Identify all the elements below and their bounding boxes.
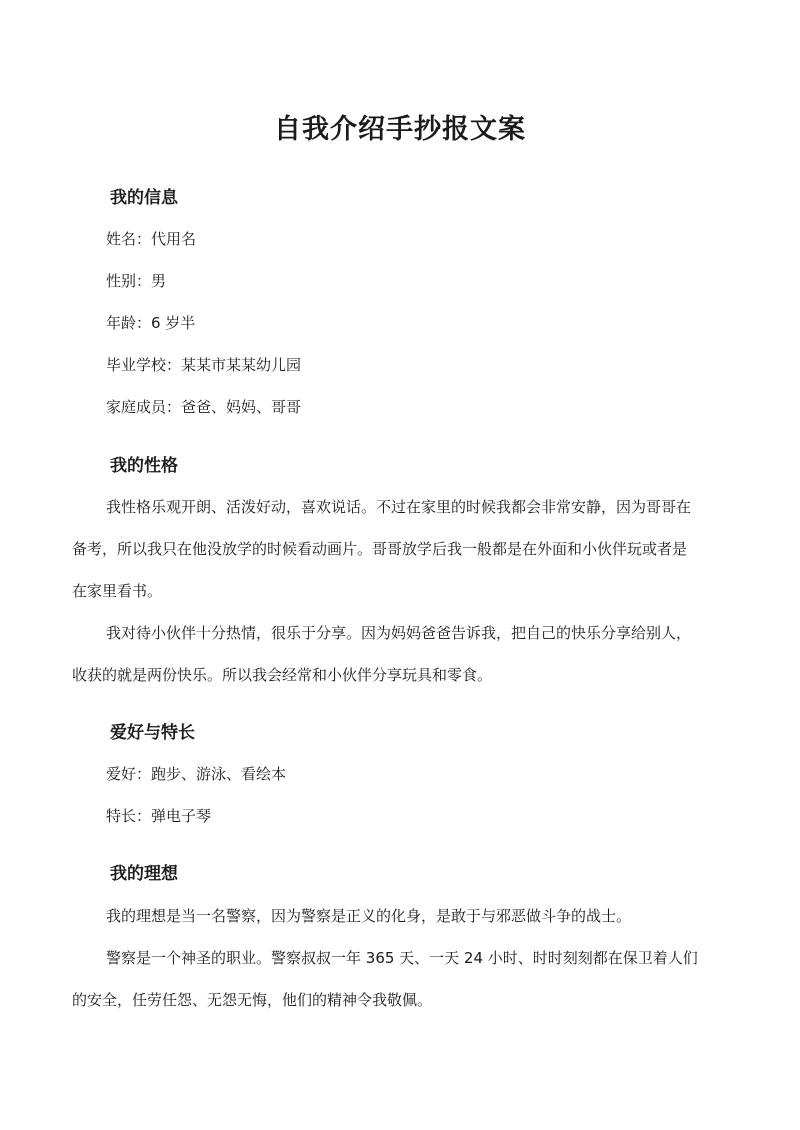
personality-paragraph-line: 我性格乐观开朗、活泼好动，喜欢说话。不过在家里的时候我都会非常安静，因为哥哥在: [106, 498, 692, 516]
section-heading-personality: 我的性格: [110, 456, 178, 476]
personality-paragraph-line: 在家里看书。: [72, 582, 163, 600]
ideal-paragraph-line: 我的理想是当一名警察，因为警察是正义的化身，是敢于与邪恶做斗争的战士。: [106, 907, 632, 925]
personality-paragraph-line: 备考，所以我只在他没放学的时候看动画片。哥哥放学后我一般都是在外面和小伙伴玩或者是: [72, 540, 688, 558]
info-age: 年龄：6 岁半: [106, 314, 196, 332]
section-heading-ideal: 我的理想: [110, 864, 178, 884]
info-school: 毕业学校：某某市某某幼儿园: [106, 356, 302, 374]
document-title: 自我介绍手抄报文案: [274, 114, 526, 145]
personality-paragraph-line: 我对待小伙伴十分热情，很乐于分享。因为妈妈爸爸告诉我，把自己的快乐分享给别人，: [106, 624, 692, 642]
personality-paragraph-line: 收获的就是两份快乐。所以我会经常和小伙伴分享玩具和零食。: [72, 666, 493, 684]
section-heading-info: 我的信息: [110, 188, 178, 208]
info-family: 家庭成员：爸爸、妈妈、哥哥: [106, 398, 302, 416]
info-gender: 性别：男: [106, 272, 167, 290]
ideal-paragraph-line: 警察是一个神圣的职业。警察叔叔一年 365 天、一天 24 小时、时时刻刻都在保卫着人们: [106, 949, 698, 967]
ideal-paragraph-line: 的安全，任劳任怨、无怨无悔，他们的精神令我敬佩。: [72, 991, 433, 1009]
info-name: 姓名：代用名: [106, 230, 197, 248]
section-heading-hobbies: 爱好与特长: [110, 723, 195, 743]
specialty-item: 特长：弹电子琴: [106, 807, 212, 825]
hobbies-item: 爱好：跑步、游泳、看绘本: [106, 765, 287, 783]
